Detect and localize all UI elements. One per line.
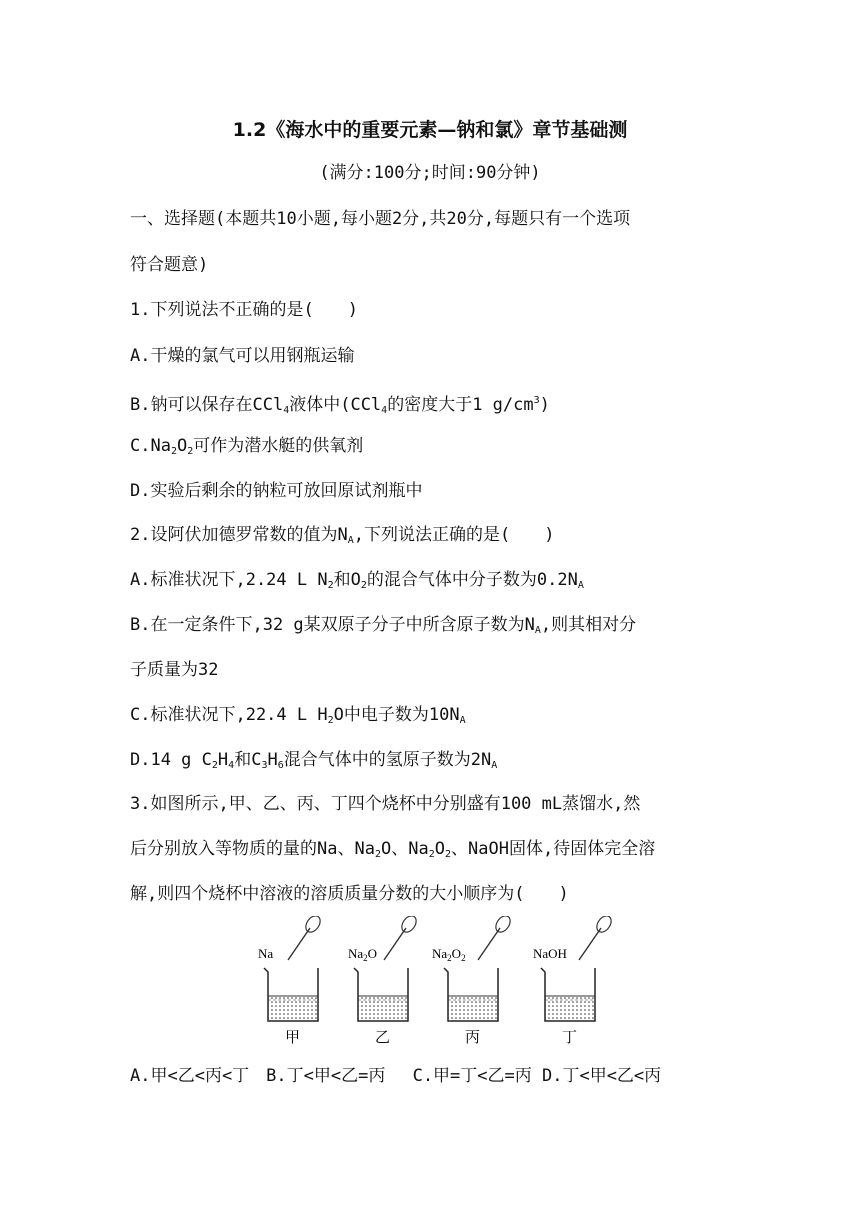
beaker-caption-ding: 丁 [562,1028,578,1046]
spoon-icon [478,928,500,960]
question-3-stem-cont: 后分别放入等物质的量的Na、$Na_2O$、$Na_2O_2$、NaOH固体,待固体完全溶 [130,839,656,860]
score-time-info: (满分:100分;时间:90分钟) [319,163,541,183]
question-2-option-c: C.标准状况下,22.4 L $H_2O$中电子数为$10N_A$ [130,705,466,726]
beakers-svg [250,916,630,1056]
section-heading: 一、选择题(本题共10小题,每小题2分,共20分,每题只有一个选项 [130,209,631,229]
beaker-caption-jia: 甲 [285,1028,301,1046]
section-heading-cont: 符合题意) [130,255,209,275]
beaker-label-na2o: $Na_2O$ [348,946,378,963]
beaker-bing [432,916,513,1046]
spoon-icon [288,928,310,960]
question-2-stem: 2.设阿伏加德罗常数的值为$N_A$,下列说法正确的是( ) [130,525,555,546]
beaker-ding [533,916,614,1046]
question-2-option-b: B.在一定条件下,32 g某双原子分子中所含原子数为$N_A$,则其相对分 [130,615,637,636]
question-3-stem-cont2: 解,则四个烧杯中溶液的溶质质量分数的大小顺序为( ) [130,884,569,904]
beaker-yi [348,916,419,1046]
document-title: 1.2《海水中的重要元素—钠和氯》章节基础测 [232,119,628,141]
spoon-icon [579,928,601,960]
beaker-label-na2o2: $Na_2O_2$ [432,946,466,963]
beaker-label-naoh: NaOH [533,946,567,961]
question-1-option-c: $C.Na_2O_2$可作为潜水艇的供氧剂 [130,436,364,457]
question-3-stem: 3.如图所示,甲、乙、丙、丁四个烧杯中分别盛有100 mL蒸馏水,然 [130,794,641,814]
beaker-caption-bing: 丙 [465,1028,481,1046]
question-1-option-b: B.钠可以保存在CCl$_4$液体中(CCl$_4$的密度大于1 $g/cm^3$) [130,395,550,416]
question-2-option-d: D.14 g $C_2H_4$和$C_3H_6$混合气体中的氢原子数为$2N_A$ [130,750,498,771]
question-3-options: A.甲<乙<丙<丁 B.丁<甲<乙=丙 C.甲=丁<乙=丙 D.丁<甲<乙<丙 [130,1066,662,1086]
spoon-icon [384,928,406,960]
beaker-label-na: Na [258,946,274,961]
question-1-option-d: D.实验后剩余的钠粒可放回原试剂瓶中 [130,481,423,501]
beakers-figure [250,916,630,1056]
beaker-caption-yi: 乙 [375,1028,391,1046]
question-2-option-b-cont: 子质量为32 [130,660,219,680]
beaker-jia [258,916,323,1046]
question-2-option-a: A.标准状况下,2.24 L $N_2$和$O_2$的混合气体中分子数为$0.2N_A$ [130,570,584,591]
question-1-option-a: A.干燥的氯气可以用钢瓶运输 [130,346,355,366]
question-1-stem: 1.下列说法不正确的是( ) [130,300,358,320]
